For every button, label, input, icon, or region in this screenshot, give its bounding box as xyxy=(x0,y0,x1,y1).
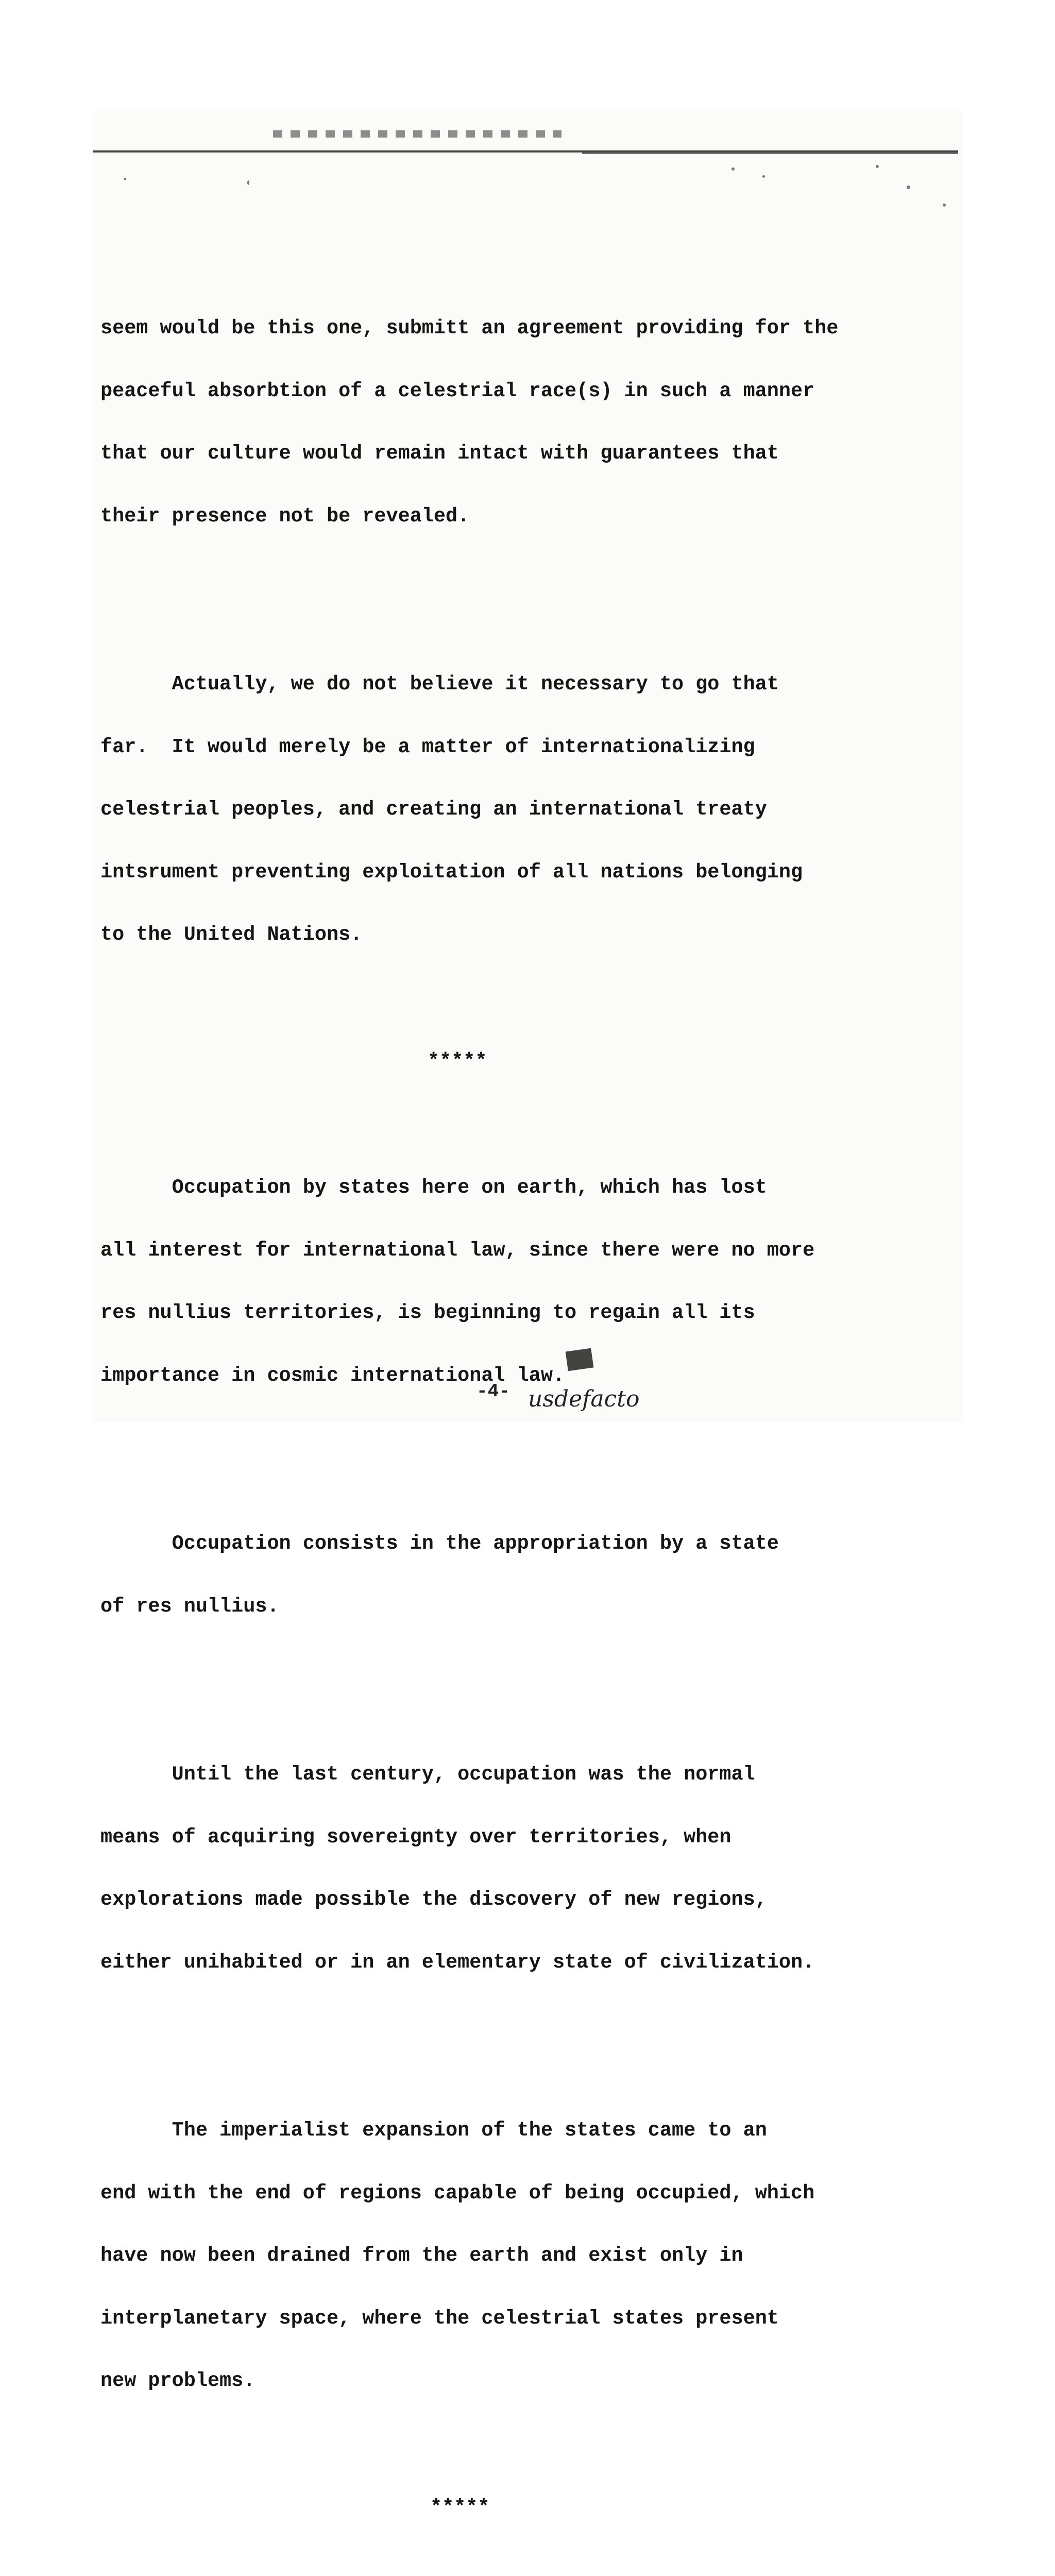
text-line: have now been drained from the earth and exist only in xyxy=(100,2244,743,2267)
illegible-header-text xyxy=(273,130,561,138)
text-line: seem would be this one, submitt an agreement providing for the xyxy=(100,317,839,340)
text-line: either unihabited or in an elementary state of civilization. xyxy=(100,1951,815,1974)
text-line: res nullius territories, is beginning to regain all its xyxy=(100,1301,755,1324)
text-line: their presence not be revealed. xyxy=(100,504,470,528)
scan-speckle xyxy=(762,175,765,178)
scan-speckle xyxy=(247,180,249,185)
header-rule-secondary xyxy=(582,152,958,154)
text-line: intsrument preventing exploitation of all nations belonging xyxy=(100,860,803,884)
text-line: all interest for international law, since there were no more xyxy=(100,1239,815,1262)
text-line: that our culture would remain intact with guarantees that xyxy=(100,442,779,465)
scan-speckle xyxy=(731,167,735,171)
scan-speckle xyxy=(907,185,910,189)
text-line: Actually, we do not believe it necessary to go that xyxy=(100,673,779,696)
paragraph xyxy=(100,2078,971,2433)
text-line: Occupation consists in the appropriation by a state xyxy=(100,1532,779,1555)
paragraph xyxy=(100,1136,971,1428)
page-number: -4- xyxy=(477,1381,510,1402)
scan-speckle xyxy=(876,165,879,168)
text-line: celestrial peoples, and creating an international treaty xyxy=(100,798,767,821)
scan-speckle xyxy=(943,204,946,207)
text-line: interplanetary space, where the celestrial states present xyxy=(100,2307,779,2330)
text-line: far. It would merely be a matter of internationalizing xyxy=(100,735,755,758)
text-line: Occupation by states here on earth, which has lost xyxy=(100,1176,767,1199)
handwritten-annotation: usdefacto xyxy=(528,1386,640,1412)
paragraph xyxy=(100,1492,971,1658)
text-line: to the United Nations. xyxy=(100,923,363,946)
ink-blot xyxy=(566,1348,594,1371)
text-line: peaceful absorbtion of a celestrial race(s) in such a manner xyxy=(100,379,815,402)
text-line: end with the end of regions capable of being occupied, which xyxy=(100,2181,815,2205)
section-separator xyxy=(100,2497,971,2518)
paragraph xyxy=(100,276,971,568)
text-line: Until the last century, occupation was the normal xyxy=(100,1763,755,1786)
scan-speckle xyxy=(124,178,126,180)
text-line: importance in cosmic international law. xyxy=(100,1364,565,1387)
text-line: explorations made possible the discovery of new regions, xyxy=(100,1888,767,1911)
section-separator xyxy=(100,1051,971,1072)
text-line: new problems. xyxy=(100,2369,256,2392)
text-line: of res nullius. xyxy=(100,1595,279,1618)
paragraph xyxy=(100,1722,971,2014)
paragraph xyxy=(100,632,971,987)
separator-text: ***** xyxy=(430,2496,490,2519)
text-line: means of acquiring sovereignty over territories, when xyxy=(100,1825,731,1849)
text-line: The imperialist expansion of the states came to an xyxy=(100,2119,767,2142)
separator-text: ***** xyxy=(428,1049,487,1073)
